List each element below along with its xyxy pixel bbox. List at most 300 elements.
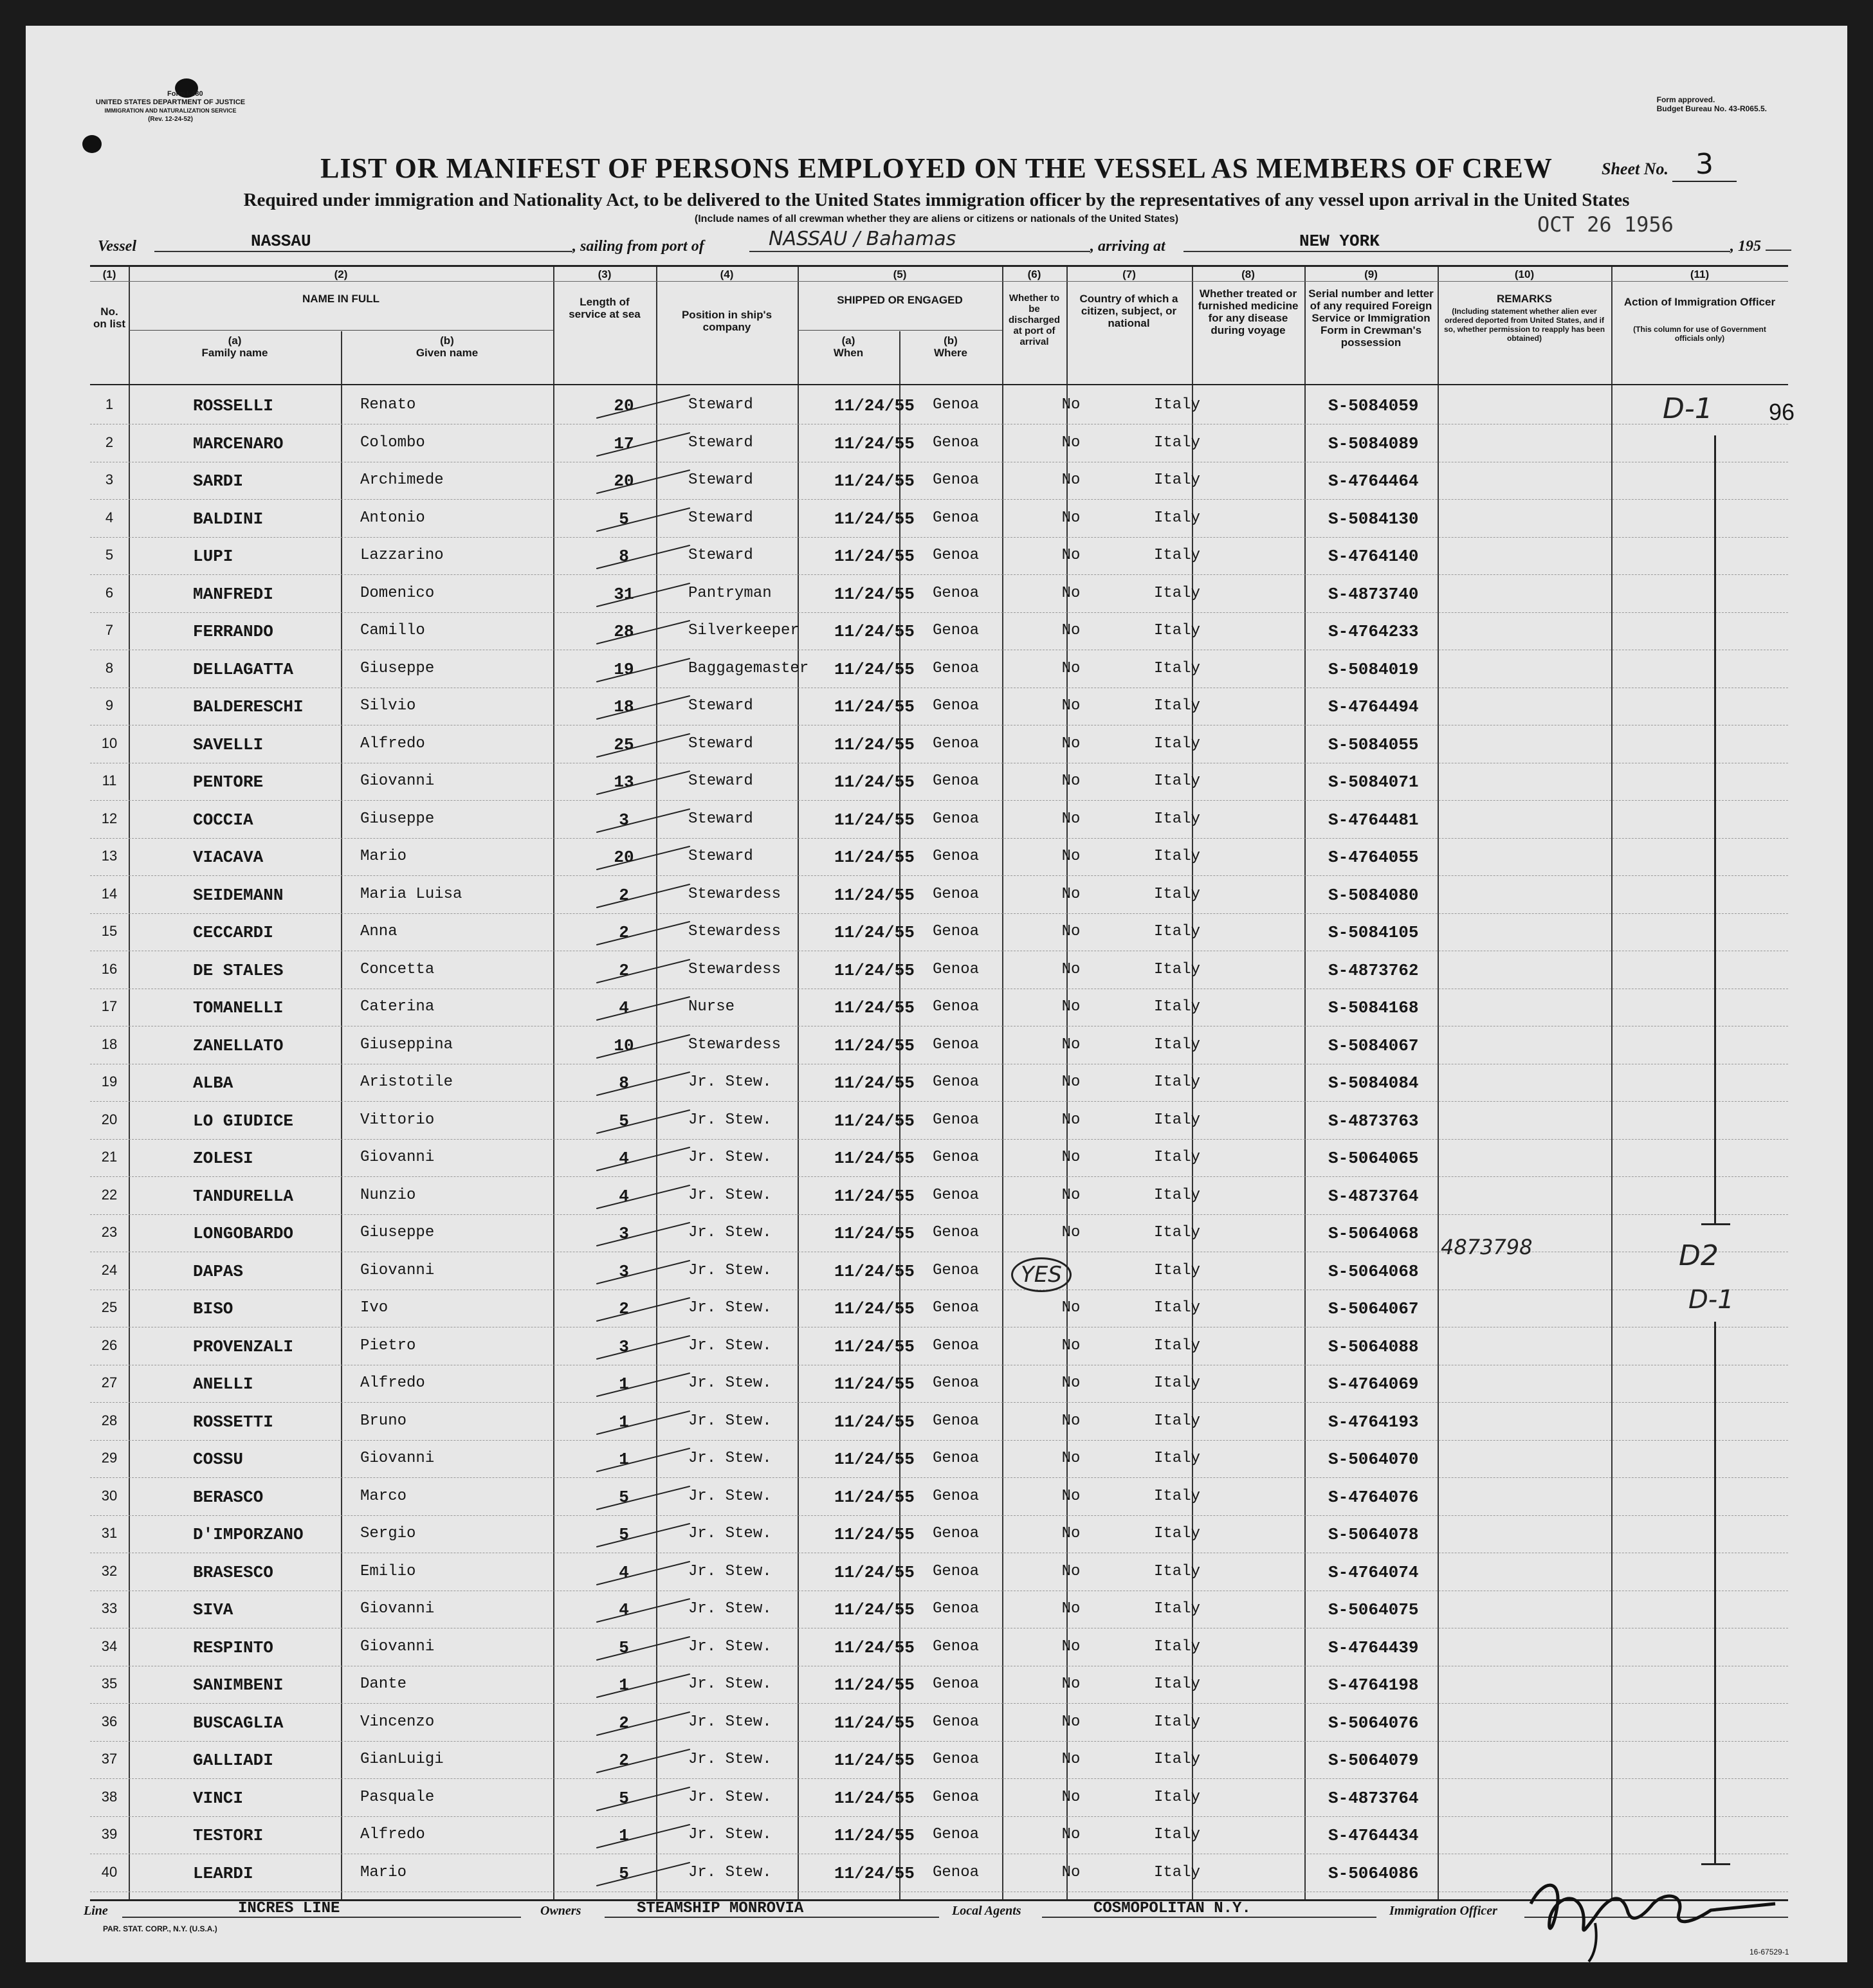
serial-number: S-5084019 <box>1328 659 1419 679</box>
engaged-port: Genoa <box>933 960 980 978</box>
position: Jr. Stew. <box>688 1412 772 1430</box>
engaged-port: Genoa <box>933 697 980 715</box>
line-field <box>122 1897 521 1918</box>
engaged-port: Genoa <box>933 1186 980 1204</box>
discharge-status: No <box>1061 659 1081 677</box>
serial-number: S-5064079 <box>1328 1751 1419 1770</box>
given-name: Alfredo <box>360 1374 425 1392</box>
service-length: 2 <box>619 885 629 905</box>
col10-header: REMARKS <box>1497 293 1552 305</box>
col2b-header: Given name <box>416 347 479 359</box>
discharge-status: No <box>1061 1111 1081 1129</box>
country: Italy <box>1153 659 1200 677</box>
family-name: LUPI <box>193 547 233 566</box>
discharge-status: No <box>1061 998 1081 1016</box>
officer-code-d1-top: D-1 <box>1663 392 1713 425</box>
given-name: Alfredo <box>360 734 425 752</box>
engaged-date: 11/24/55 <box>834 1525 915 1544</box>
discharge-status: No <box>1061 1562 1081 1580</box>
family-name: FERRANDO <box>193 622 273 641</box>
sailing-port-line <box>749 228 1090 252</box>
ink-blot <box>82 135 102 153</box>
engaged-port: Genoa <box>933 547 980 564</box>
country: Italy <box>1153 810 1200 828</box>
position: Steward <box>688 810 753 828</box>
serial-number: S-4873764 <box>1328 1186 1419 1206</box>
engaged-date: 11/24/55 <box>834 1826 915 1845</box>
engaged-date: 11/24/55 <box>834 1751 915 1770</box>
service-length: 1 <box>619 1450 629 1469</box>
row-number: 27 <box>101 1374 118 1391</box>
discharge-status: No <box>1061 396 1081 414</box>
serial-number: S-5084105 <box>1328 923 1419 942</box>
serial-number: S-5084071 <box>1328 772 1419 792</box>
table-row <box>90 763 1788 801</box>
crew-table <box>90 265 1788 1901</box>
position: Jr. Stew. <box>688 1788 772 1806</box>
vessel-label: Vessel <box>98 238 136 255</box>
budget-number: Budget Bureau No. 43-R065.5. <box>1656 104 1767 113</box>
officer-code-d1-lower: D-1 <box>1688 1285 1734 1315</box>
country: Italy <box>1153 622 1200 639</box>
serial-number: S-5064075 <box>1328 1600 1419 1619</box>
discharge-status: No <box>1061 1751 1081 1768</box>
given-name: Giovanni <box>360 1261 435 1279</box>
row-number: 11 <box>102 772 117 789</box>
serial-number: S-5084067 <box>1328 1035 1419 1055</box>
family-name: PENTORE <box>193 772 264 792</box>
col5b-number: (b) <box>944 334 958 347</box>
form-number: Form I-480 <box>167 90 203 98</box>
country: Italy <box>1153 772 1200 790</box>
engaged-date: 11/24/55 <box>834 1412 915 1432</box>
discharge-status: No <box>1061 1224 1081 1241</box>
discharge-status: No <box>1061 885 1081 903</box>
engaged-port: Genoa <box>933 1035 980 1053</box>
engaged-port: Genoa <box>933 998 980 1016</box>
row-number: 21 <box>101 1149 118 1165</box>
engaged-date: 11/24/55 <box>834 1562 915 1582</box>
discharge-status: No <box>1061 1186 1081 1204</box>
discharge-status: No <box>1061 1863 1081 1881</box>
row-number: 29 <box>101 1450 118 1466</box>
table-row <box>90 1628 1788 1666</box>
discharge-status: No <box>1061 1412 1081 1430</box>
page-title: LIST OR MANIFEST OF PERSONS EMPLOYED ON THE VESSEL AS MEMBERS OF CREW <box>320 152 1553 184</box>
table-row <box>90 1591 1788 1628</box>
col9-header: Serial number and letter of any required Foreign Service or Immigration Form in Crewman's possession <box>1308 287 1434 349</box>
engaged-date: 11/24/55 <box>834 1675 915 1695</box>
family-name: SIVA <box>193 1600 233 1619</box>
given-name: Archimede <box>360 471 444 489</box>
family-name: MARCENARO <box>193 433 284 453</box>
country: Italy <box>1153 1713 1200 1731</box>
arriving-port: NEW YORK <box>1299 232 1380 251</box>
row-number: 13 <box>101 848 118 864</box>
service-length: 2 <box>619 1299 629 1318</box>
country: Italy <box>1153 509 1200 527</box>
discharge-status: No <box>1061 734 1081 752</box>
form-code: 16-67529-1 <box>1750 1947 1789 1956</box>
family-name: TANDURELLA <box>193 1186 294 1206</box>
engaged-port: Genoa <box>933 1675 980 1693</box>
country: Italy <box>1153 734 1200 752</box>
discharge-status: No <box>1061 1035 1081 1053</box>
engaged-port: Genoa <box>933 1261 980 1279</box>
row-number: 9 <box>105 697 114 713</box>
engaged-port: Genoa <box>933 1637 980 1655</box>
position: Steward <box>688 547 753 564</box>
col11-header: Action of Immigration Officer <box>1623 296 1776 308</box>
discharge-status: No <box>1061 471 1081 489</box>
table-row <box>90 1478 1788 1516</box>
col8-number: (8) <box>1241 268 1255 280</box>
country: Italy <box>1153 584 1200 602</box>
table-row <box>90 1177 1788 1215</box>
discharge-status: No <box>1061 1525 1081 1542</box>
country: Italy <box>1153 998 1200 1016</box>
given-name: Giovanni <box>360 1450 435 1467</box>
engaged-port: Genoa <box>933 923 980 940</box>
service-length: 4 <box>619 998 629 1017</box>
engaged-port: Genoa <box>933 1336 980 1354</box>
row-number: 25 <box>101 1299 118 1315</box>
row-number: 39 <box>101 1826 118 1842</box>
engaged-port: Genoa <box>933 1562 980 1580</box>
engaged-date: 11/24/55 <box>834 960 915 980</box>
position: Jr. Stew. <box>688 1224 772 1241</box>
discharge-status: No <box>1061 1149 1081 1166</box>
table-row <box>90 1102 1788 1140</box>
engaged-date: 11/24/55 <box>834 697 915 716</box>
service-length: 3 <box>619 810 629 830</box>
position: Jr. Stew. <box>688 1073 772 1091</box>
serial-number: S-4764076 <box>1328 1487 1419 1507</box>
engaged-port: Genoa <box>933 1149 980 1166</box>
subtitle: Required under immigration and Nationality Act, to be delivered to the United States immigration officer by the representatives of any vessel upon arrival in the United States <box>243 190 1630 210</box>
engaged-port: Genoa <box>933 810 980 828</box>
engaged-date: 11/24/55 <box>834 1111 915 1131</box>
country: Italy <box>1153 547 1200 564</box>
family-name: LO GIUDICE <box>193 1111 294 1131</box>
family-name: LEARDI <box>193 1863 253 1883</box>
discharge-status: No <box>1061 1450 1081 1467</box>
col5a-number: (a) <box>841 334 855 347</box>
owners-label: Owners <box>540 1904 581 1918</box>
agency-name: UNITED STATES DEPARTMENT OF JUSTICE <box>95 98 246 106</box>
service-length: 1 <box>619 1826 629 1845</box>
row-number: 23 <box>101 1224 118 1240</box>
serial-number: S-5064065 <box>1328 1149 1419 1168</box>
row-number: 6 <box>105 584 114 601</box>
engaged-port: Genoa <box>933 1412 980 1430</box>
family-name: COSSU <box>193 1450 244 1469</box>
position: Steward <box>688 509 753 527</box>
manifest-sheet <box>26 26 1847 1962</box>
agents-value: COSMOPOLITAN N.Y. <box>1093 1900 1251 1917</box>
service-length: 20 <box>614 848 634 867</box>
vessel-name: NASSAU <box>251 232 311 251</box>
bracket-line-lower <box>1714 1322 1716 1863</box>
position: Stewardess <box>688 1035 781 1053</box>
table-row <box>90 801 1788 839</box>
col2-number: (2) <box>334 268 348 280</box>
engaged-port: Genoa <box>933 734 980 752</box>
table-row <box>90 838 1788 876</box>
row-number: 22 <box>101 1186 118 1203</box>
engaged-date: 11/24/55 <box>834 509 915 529</box>
col2a-number: (a) <box>228 334 242 347</box>
country: Italy <box>1153 1186 1200 1204</box>
row-number: 40 <box>101 1863 118 1880</box>
col5b-header: Where <box>934 347 967 359</box>
family-name: GALLIADI <box>193 1751 273 1770</box>
agents-label: Local Agents <box>952 1904 1021 1918</box>
row-number: 30 <box>101 1487 118 1504</box>
col4-header: Position in ship's company <box>681 309 772 333</box>
col7-header: Country of which a citizen, subject, or national <box>1079 293 1178 329</box>
serial-number: S-4764481 <box>1328 810 1419 830</box>
row-number: 33 <box>101 1600 118 1616</box>
engaged-port: Genoa <box>933 584 980 602</box>
date-line <box>1473 212 1730 252</box>
yes-annotation: YES <box>1011 1257 1072 1292</box>
discharge-status: No <box>1061 1299 1081 1317</box>
engaged-port: Genoa <box>933 1450 980 1467</box>
service-length: 5 <box>619 1525 629 1544</box>
row-number: 38 <box>101 1788 118 1805</box>
given-name: Concetta <box>360 960 435 978</box>
row-number: 31 <box>101 1525 118 1541</box>
table-row <box>90 1139 1788 1177</box>
serial-number: S-4764069 <box>1328 1374 1419 1394</box>
given-name: Silvio <box>360 697 416 715</box>
officer-signature <box>1518 1865 1788 1968</box>
service-length: 10 <box>614 1035 634 1055</box>
line-label: Line <box>84 1904 108 1918</box>
col4-number: (4) <box>720 268 734 280</box>
service-length: 1 <box>619 1412 629 1432</box>
serial-number: S-5064068 <box>1328 1224 1419 1243</box>
engaged-port: Genoa <box>933 659 980 677</box>
family-name: MANFREDI <box>193 584 273 604</box>
row-number: 20 <box>101 1111 118 1127</box>
service-length: 5 <box>619 1788 629 1808</box>
service-length: 2 <box>619 1713 629 1733</box>
given-name: Domenico <box>360 584 435 602</box>
family-name: RESPINTO <box>193 1637 273 1657</box>
given-name: Giovanni <box>360 1149 435 1166</box>
serial-number: S-5064067 <box>1328 1299 1419 1318</box>
service-length: 5 <box>619 1863 629 1883</box>
country: Italy <box>1153 471 1200 489</box>
family-name: VINCI <box>193 1788 244 1808</box>
engaged-port: Genoa <box>933 1299 980 1317</box>
engaged-port: Genoa <box>933 396 980 414</box>
family-name: ROSSETTI <box>193 1412 273 1432</box>
service-length: 2 <box>619 1751 629 1770</box>
service-length: 19 <box>614 659 634 679</box>
col11-number: (11) <box>1690 268 1710 280</box>
discharge-status: No <box>1061 509 1081 527</box>
country: Italy <box>1153 848 1200 865</box>
position: Jr. Stew. <box>688 1562 772 1580</box>
given-name: Pietro <box>360 1336 416 1354</box>
engaged-port: Genoa <box>933 1525 980 1542</box>
table-row <box>90 1365 1788 1403</box>
engaged-date: 11/24/55 <box>834 659 915 679</box>
serial-number: S-5064086 <box>1328 1863 1419 1883</box>
engaged-port: Genoa <box>933 1600 980 1618</box>
table-row <box>90 650 1788 688</box>
service-length: 4 <box>619 1562 629 1582</box>
row-number: 16 <box>101 960 118 977</box>
line-value: INCRES LINE <box>238 1900 340 1917</box>
family-name: SAVELLI <box>193 734 264 754</box>
engaged-date: 11/24/55 <box>834 1224 915 1243</box>
engaged-port: Genoa <box>933 1751 980 1768</box>
country: Italy <box>1153 1675 1200 1693</box>
bracket-line-upper <box>1714 435 1716 1223</box>
serial-number: S-4764494 <box>1328 697 1419 716</box>
table-row <box>90 1252 1788 1290</box>
approval-note <box>1657 95 1767 113</box>
date-stamp: OCT 26 1956 <box>1537 212 1674 237</box>
row-number: 8 <box>105 659 114 676</box>
family-name: BALDINI <box>193 509 264 529</box>
table-row <box>90 1026 1788 1064</box>
country: Italy <box>1153 960 1200 978</box>
row-number: 19 <box>101 1073 118 1090</box>
table-row <box>90 989 1788 1026</box>
table-row <box>90 500 1788 538</box>
service-length: 5 <box>619 509 629 529</box>
given-name: Giovanni <box>360 1600 435 1618</box>
discharge-status: No <box>1061 1073 1081 1091</box>
serial-number: S-5064070 <box>1328 1450 1419 1469</box>
given-name: Giuseppina <box>360 1035 453 1053</box>
serial-number: S-5064078 <box>1328 1525 1419 1544</box>
service-length: 17 <box>614 433 634 453</box>
engaged-date: 11/24/55 <box>834 433 915 453</box>
officer-code-d2: D2 <box>1679 1239 1719 1272</box>
engaged-port: Genoa <box>933 1713 980 1731</box>
engaged-port: Genoa <box>933 885 980 903</box>
country: Italy <box>1153 1487 1200 1505</box>
discharge-status: No <box>1061 584 1081 602</box>
given-name: Anna <box>360 923 397 940</box>
engaged-date: 11/24/55 <box>834 1336 915 1356</box>
col5a-header: When <box>833 347 864 359</box>
engaged-port: Genoa <box>933 772 980 790</box>
position: Stewardess <box>688 885 781 903</box>
printer-imprint: PAR. STAT. CORP., N.Y. (U.S.A.) <box>103 1924 217 1933</box>
discharge-status: No <box>1061 1600 1081 1618</box>
service-length: 18 <box>614 697 634 716</box>
country: Italy <box>1153 1073 1200 1091</box>
engaged-date: 11/24/55 <box>834 1149 915 1168</box>
position: Jr. Stew. <box>688 1751 772 1768</box>
col10-note: (Including statement whether alien ever ordered deported from United States, and if so, whether permission to reapply has been obtained) <box>1443 307 1605 343</box>
position: Steward <box>688 396 753 414</box>
discharge-status: No <box>1061 960 1081 978</box>
country: Italy <box>1153 1600 1200 1618</box>
row-number: 32 <box>101 1562 118 1579</box>
row-number: 10 <box>101 734 118 751</box>
service-length: 8 <box>619 1073 629 1093</box>
service-length: 2 <box>619 923 629 942</box>
serial-number: S-4764074 <box>1328 1562 1419 1582</box>
given-name: Giuseppe <box>360 1224 435 1241</box>
discharge-status: No <box>1061 772 1081 790</box>
family-name: CECCARDI <box>193 923 273 942</box>
discharge-status: No <box>1061 1637 1081 1655</box>
col9-number: (9) <box>1364 268 1378 280</box>
serial-number: S-4764233 <box>1328 622 1419 641</box>
given-name: Giuseppe <box>360 659 435 677</box>
engaged-date: 11/24/55 <box>834 471 915 491</box>
given-name: Camillo <box>360 622 425 639</box>
serial-number: S-5084055 <box>1328 734 1419 754</box>
position: Jr. Stew. <box>688 1525 772 1542</box>
family-name: D'IMPORZANO <box>193 1525 304 1544</box>
given-name: Mario <box>360 848 407 865</box>
row-number: 28 <box>101 1412 118 1428</box>
discharge-status: No <box>1061 1826 1081 1843</box>
table-row <box>90 1515 1788 1553</box>
given-name: Lazzarino <box>360 547 444 564</box>
table-row <box>90 1440 1788 1478</box>
service-name: IMMIGRATION AND NATURALIZATION SERVICE <box>104 107 237 114</box>
family-name: ZOLESI <box>193 1149 253 1168</box>
discharge-status: No <box>1061 697 1081 715</box>
discharge-status: No <box>1061 1675 1081 1693</box>
table-row <box>90 462 1788 500</box>
given-name: Mario <box>360 1863 407 1881</box>
position: Jr. Stew. <box>688 1186 772 1204</box>
engaged-date: 11/24/55 <box>834 1788 915 1808</box>
engaged-date: 11/24/55 <box>834 396 915 415</box>
col6-number: (6) <box>1027 268 1041 280</box>
engaged-date: 11/24/55 <box>834 584 915 604</box>
country: Italy <box>1153 1336 1200 1354</box>
col11-note: (This column for use of Government officials only) <box>1633 325 1766 343</box>
row-number: 1 <box>105 396 114 412</box>
row-number: 24 <box>101 1261 118 1278</box>
position: Jr. Stew. <box>688 1111 772 1129</box>
arriving-port-line <box>1183 232 1473 252</box>
discharge-status: No <box>1061 1336 1081 1354</box>
service-length: 13 <box>614 772 634 792</box>
service-length: 3 <box>619 1224 629 1243</box>
engaged-date: 11/24/55 <box>834 1299 915 1318</box>
family-name: BUSCAGLIA <box>193 1713 284 1733</box>
country: Italy <box>1153 923 1200 940</box>
engaged-date: 11/24/55 <box>834 734 915 754</box>
form-identification <box>64 90 277 123</box>
year-line <box>1766 250 1791 251</box>
service-length: 4 <box>619 1149 629 1168</box>
col5-header: SHIPPED OR ENGAGED <box>837 294 963 306</box>
row-number: 5 <box>105 547 114 563</box>
col2-header: NAME IN FULL <box>302 293 379 305</box>
engaged-port: Genoa <box>933 1788 980 1806</box>
given-name: Giuseppe <box>360 810 435 828</box>
position: Jr. Stew. <box>688 1261 772 1279</box>
service-length: 20 <box>614 396 634 415</box>
table-row <box>90 612 1788 650</box>
engaged-date: 11/24/55 <box>834 848 915 867</box>
